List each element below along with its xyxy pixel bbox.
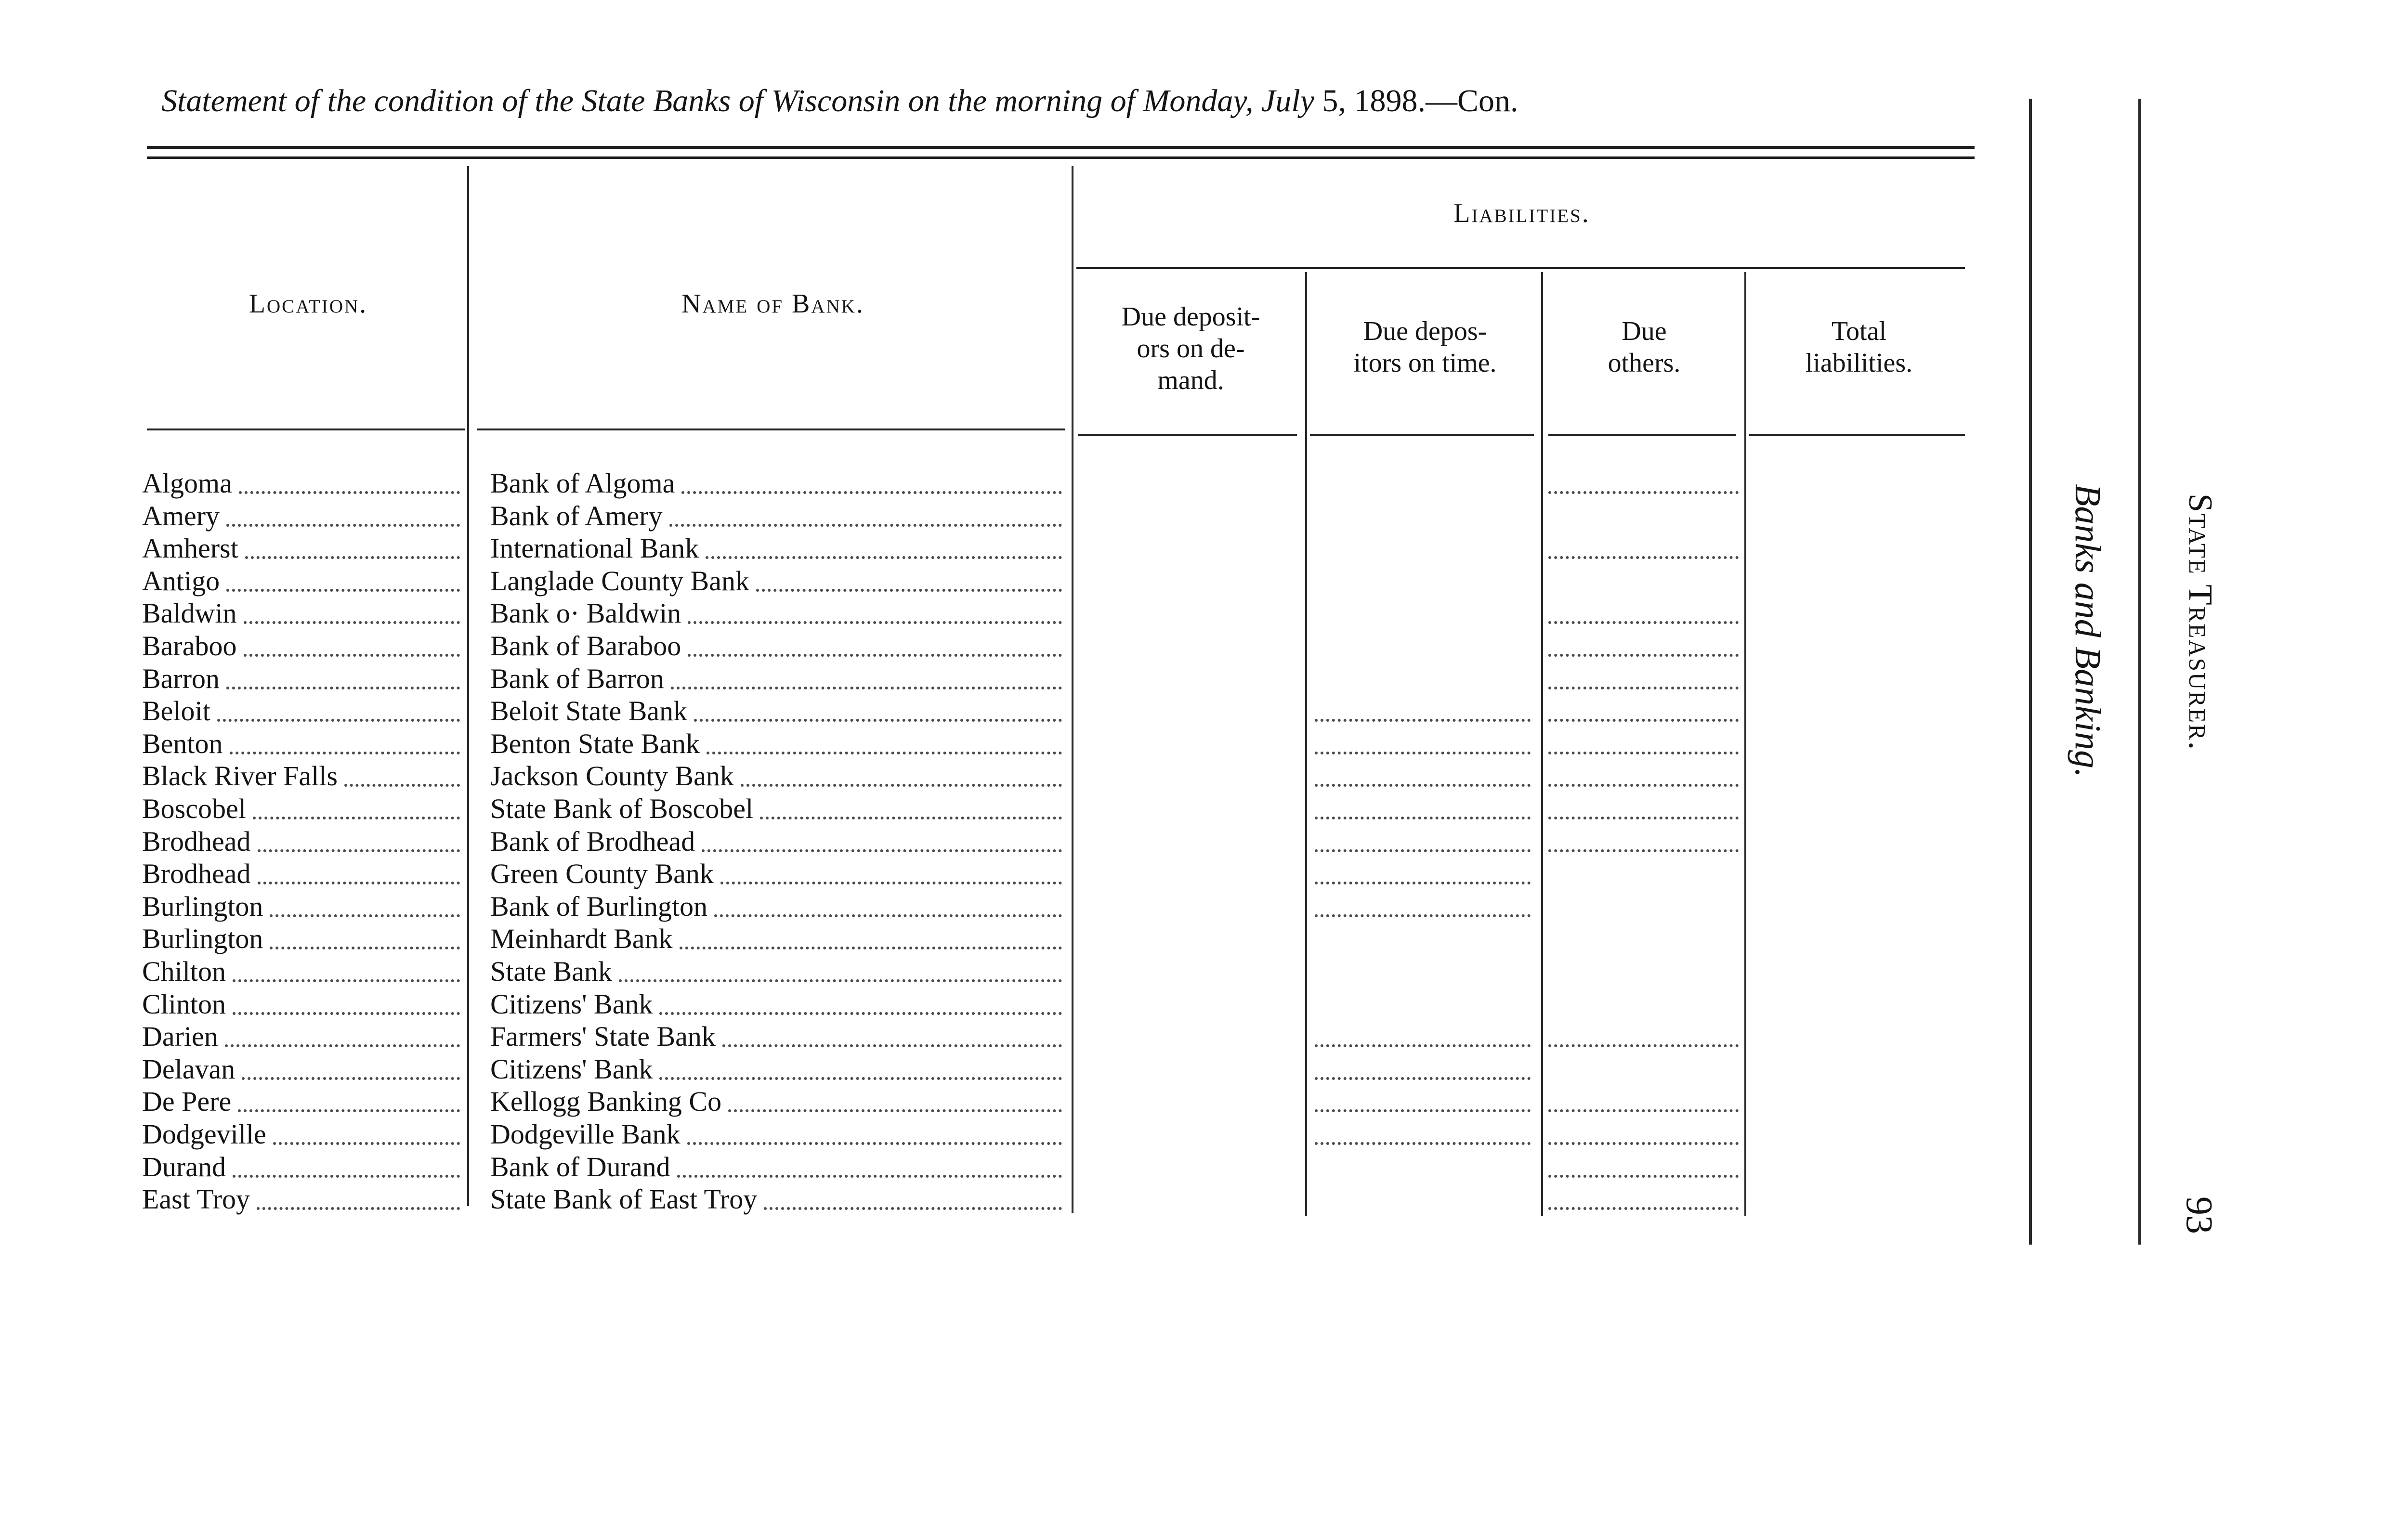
location-leader-dots bbox=[244, 648, 460, 657]
bank-leader-dots bbox=[707, 746, 1062, 754]
col-rule-bank bbox=[1072, 166, 1073, 1213]
col-rule-others bbox=[1744, 272, 1746, 1216]
bank-leader-dots bbox=[688, 648, 1062, 657]
others-header-underline bbox=[1548, 434, 1736, 436]
bank-name-cell: Bank of Algoma bbox=[490, 468, 675, 499]
page-number: 93 bbox=[2179, 1196, 2221, 1234]
others-empty-dots bbox=[1548, 713, 1739, 722]
location-cell: Amery bbox=[142, 500, 220, 532]
header-due-demand-line-2: ors on de- bbox=[1137, 334, 1245, 364]
time-empty-dots bbox=[1315, 1104, 1531, 1112]
bank-name-cell: State Bank of East Troy bbox=[490, 1183, 758, 1215]
bank-leader-dots bbox=[681, 485, 1062, 494]
header-due-others-line-1: Due bbox=[1622, 316, 1667, 346]
bank-name-cell: Kellogg Banking Co bbox=[490, 1086, 722, 1117]
col-rule-location bbox=[467, 166, 469, 1206]
title-rule-bottom bbox=[147, 156, 1975, 159]
location-leader-dots bbox=[226, 583, 460, 592]
location-cell: Durand bbox=[142, 1151, 226, 1182]
location-leader-dots bbox=[238, 1104, 460, 1112]
bank-name-cell: Dodgeville Bank bbox=[490, 1118, 681, 1150]
location-cell: Delavan bbox=[142, 1053, 236, 1085]
col-rule-time bbox=[1541, 272, 1543, 1216]
bank-leader-dots bbox=[694, 713, 1062, 722]
location-leader-dots bbox=[244, 615, 460, 624]
location-cell: Algoma bbox=[142, 468, 232, 499]
location-leader-dots bbox=[233, 1006, 460, 1015]
location-cell: Black River Falls bbox=[142, 760, 338, 792]
bank-leader-dots bbox=[741, 778, 1062, 787]
header-due-demand-line-1: Due deposit- bbox=[1121, 302, 1260, 332]
others-empty-dots bbox=[1548, 844, 1739, 852]
bank-name-cell: International Bank bbox=[490, 533, 699, 564]
location-cell: Barron bbox=[142, 663, 220, 694]
header-location: Location. bbox=[249, 289, 368, 319]
location-cell: Boscobel bbox=[142, 793, 246, 824]
time-empty-dots bbox=[1315, 713, 1531, 722]
location-leader-dots bbox=[225, 1039, 460, 1047]
others-empty-dots bbox=[1548, 1201, 1739, 1210]
bank-name-cell: Jackson County Bank bbox=[490, 760, 734, 792]
header-due-depositors-demand bbox=[1079, 301, 1303, 396]
bank-name-cell: Bank of Amery bbox=[490, 500, 663, 532]
col-rule-demand bbox=[1305, 272, 1307, 1216]
bank-leader-dots bbox=[728, 1104, 1062, 1112]
location-cell: East Troy bbox=[142, 1183, 250, 1215]
header-liabilities: Liabilities. bbox=[1453, 198, 1590, 228]
margin-rule-inner bbox=[2029, 99, 2032, 1245]
location-cell: Benton bbox=[142, 728, 223, 759]
time-empty-dots bbox=[1315, 1039, 1531, 1047]
others-empty-dots bbox=[1548, 1169, 1739, 1178]
bank-name-cell: Bank o· Baldwin bbox=[490, 598, 681, 629]
bank-leader-dots bbox=[677, 1169, 1062, 1178]
others-empty-dots bbox=[1548, 1136, 1739, 1145]
header-due-demand-line-3: mand. bbox=[1157, 365, 1224, 395]
others-empty-dots bbox=[1548, 485, 1739, 494]
total-header-underline bbox=[1749, 434, 1965, 436]
bank-name-cell: Citizens' Bank bbox=[490, 988, 653, 1020]
location-cell: Beloit bbox=[142, 695, 210, 727]
time-empty-dots bbox=[1315, 1071, 1531, 1080]
location-leader-dots bbox=[239, 485, 460, 494]
bank-name-cell: Bank of Baraboo bbox=[490, 630, 681, 662]
location-cell: Burlington bbox=[142, 891, 263, 922]
bank-leader-dots bbox=[760, 811, 1062, 819]
header-due-time-line-2: itors on time. bbox=[1353, 348, 1497, 378]
others-empty-dots bbox=[1548, 811, 1739, 819]
location-leader-dots bbox=[242, 1071, 460, 1080]
others-empty-dots bbox=[1548, 1039, 1739, 1047]
bank-name-cell: Langlade County Bank bbox=[490, 565, 750, 597]
location-leader-dots bbox=[226, 681, 460, 689]
demand-header-underline bbox=[1078, 434, 1297, 436]
others-empty-dots bbox=[1548, 550, 1739, 559]
location-leader-dots bbox=[258, 844, 460, 852]
header-due-time-line-1: Due depos- bbox=[1363, 316, 1487, 346]
bank-leader-dots bbox=[659, 1071, 1062, 1080]
running-head-office: State Treasurer. bbox=[2182, 494, 2219, 752]
location-header-underline bbox=[147, 429, 465, 430]
location-leader-dots bbox=[273, 1136, 460, 1145]
location-cell: Antigo bbox=[142, 565, 220, 597]
bank-leader-dots bbox=[659, 1006, 1062, 1015]
page-title: Statement of the condition of the State Banks of Wisconsin on the morning of Monday, July 5, 1898.—Con. bbox=[161, 83, 1518, 118]
bank-header-underline bbox=[477, 429, 1065, 430]
bank-leader-dots bbox=[688, 615, 1062, 624]
margin-rule-outer bbox=[2138, 99, 2141, 1245]
header-due-others bbox=[1546, 315, 1742, 379]
bank-leader-dots bbox=[720, 876, 1062, 884]
location-leader-dots bbox=[257, 1201, 460, 1210]
bank-name-cell: Green County Bank bbox=[490, 858, 714, 889]
others-empty-dots bbox=[1548, 746, 1739, 754]
bank-name-cell: Meinhardt Bank bbox=[490, 923, 673, 954]
location-leader-dots bbox=[245, 550, 460, 559]
header-name-of-bank: Name of Bank. bbox=[681, 289, 864, 319]
location-cell: Clinton bbox=[142, 988, 226, 1020]
header-total-line-1: Total bbox=[1831, 316, 1887, 346]
others-empty-dots bbox=[1548, 778, 1739, 787]
others-empty-dots bbox=[1548, 1104, 1739, 1112]
bank-leader-dots bbox=[619, 974, 1062, 982]
bank-leader-dots bbox=[764, 1201, 1062, 1210]
others-empty-dots bbox=[1548, 615, 1739, 624]
bank-leader-dots bbox=[722, 1039, 1062, 1047]
location-cell: Brodhead bbox=[142, 858, 251, 889]
bank-leader-dots bbox=[671, 681, 1062, 689]
bank-name-cell: Citizens' Bank bbox=[490, 1053, 653, 1085]
bank-leader-dots bbox=[680, 941, 1062, 949]
time-empty-dots bbox=[1315, 844, 1531, 852]
bank-leader-dots bbox=[706, 550, 1062, 559]
header-total-line-2: liabilities. bbox=[1805, 348, 1913, 378]
location-leader-dots bbox=[258, 876, 460, 884]
location-leader-dots bbox=[270, 909, 460, 917]
time-empty-dots bbox=[1315, 811, 1531, 819]
running-head-section: Banks and Banking. bbox=[2068, 484, 2108, 778]
bank-leader-dots bbox=[714, 909, 1062, 917]
location-cell: Baraboo bbox=[142, 630, 237, 662]
location-leader-dots bbox=[217, 713, 460, 722]
bank-name-cell: Farmers' State Bank bbox=[490, 1021, 716, 1052]
location-cell: Dodgeville bbox=[142, 1118, 266, 1150]
bank-name-cell: State Bank of Boscobel bbox=[490, 793, 754, 824]
bank-name-cell: Benton State Bank bbox=[490, 728, 700, 759]
location-leader-dots bbox=[270, 941, 460, 949]
time-empty-dots bbox=[1315, 876, 1531, 884]
time-header-underline bbox=[1310, 434, 1534, 436]
location-leader-dots bbox=[233, 974, 460, 982]
time-empty-dots bbox=[1315, 746, 1531, 754]
time-empty-dots bbox=[1315, 909, 1531, 917]
location-leader-dots bbox=[226, 518, 460, 527]
header-total-liabilities bbox=[1753, 315, 1965, 379]
location-cell: De Pere bbox=[142, 1086, 232, 1117]
bank-name-cell: Bank of Barron bbox=[490, 663, 664, 694]
location-cell: Baldwin bbox=[142, 598, 237, 629]
bank-name-cell: Bank of Durand bbox=[490, 1151, 670, 1182]
others-empty-dots bbox=[1548, 681, 1739, 689]
bank-leader-dots bbox=[669, 518, 1062, 527]
bank-name-cell: State Bank bbox=[490, 956, 612, 987]
location-leader-dots bbox=[233, 1169, 460, 1178]
bank-name-cell: Beloit State Bank bbox=[490, 695, 688, 727]
header-due-others-line-2: others. bbox=[1608, 348, 1681, 378]
bank-name-cell: Bank of Burlington bbox=[490, 891, 708, 922]
liabilities-header-rule bbox=[1076, 267, 1965, 269]
location-cell: Amherst bbox=[142, 533, 238, 564]
location-cell: Darien bbox=[142, 1021, 218, 1052]
time-empty-dots bbox=[1315, 778, 1531, 787]
bank-leader-dots bbox=[756, 583, 1062, 592]
location-cell: Brodhead bbox=[142, 826, 251, 857]
title-rule-top bbox=[147, 146, 1975, 149]
others-empty-dots bbox=[1548, 648, 1739, 657]
location-leader-dots bbox=[344, 778, 460, 787]
header-due-depositors-time bbox=[1310, 315, 1540, 379]
location-cell: Burlington bbox=[142, 923, 263, 954]
bank-name-cell: Bank of Brodhead bbox=[490, 826, 695, 857]
bank-leader-dots bbox=[687, 1136, 1062, 1145]
location-cell: Chilton bbox=[142, 956, 226, 987]
location-leader-dots bbox=[230, 746, 460, 754]
time-empty-dots bbox=[1315, 1136, 1531, 1145]
bank-leader-dots bbox=[702, 844, 1062, 852]
location-leader-dots bbox=[253, 811, 460, 819]
